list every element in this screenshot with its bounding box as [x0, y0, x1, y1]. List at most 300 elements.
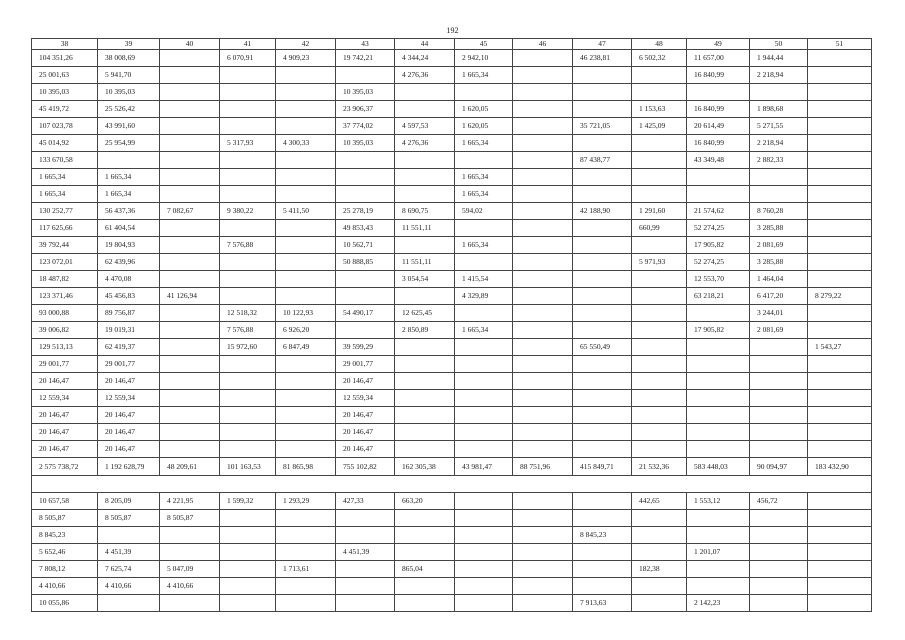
table-cell — [687, 578, 750, 595]
table-cell: 16 840,99 — [687, 67, 750, 84]
table-cell: 130 252,77 — [32, 203, 98, 220]
table-cell: 43 349,48 — [687, 152, 750, 169]
table-cell — [336, 578, 395, 595]
table-cell: 29 001,77 — [336, 356, 395, 373]
table-cell — [573, 373, 632, 390]
table-cell — [455, 339, 513, 356]
table-cell — [276, 578, 336, 595]
table-cell: 8 760,28 — [750, 203, 808, 220]
table-cell — [276, 84, 336, 101]
table-cell — [455, 441, 513, 458]
table-cell — [573, 407, 632, 424]
table-cell: 1 665,34 — [455, 67, 513, 84]
table-cell — [513, 510, 573, 527]
table-cell — [808, 493, 872, 510]
table-cell — [632, 288, 687, 305]
table-cell — [632, 390, 687, 407]
table-cell: 45 456,83 — [98, 288, 160, 305]
table-cell — [276, 101, 336, 118]
table-cell: 10 657,58 — [32, 493, 98, 510]
table-cell: 39 792,44 — [32, 237, 98, 254]
table-cell — [808, 186, 872, 203]
table-cell — [160, 373, 220, 390]
table-row — [32, 254, 872, 271]
table-cell — [276, 527, 336, 544]
table-row — [32, 50, 872, 67]
table-cell — [573, 101, 632, 118]
table-row — [32, 135, 872, 152]
table-cell: 29 001,77 — [32, 356, 98, 373]
table-cell: 4 300,33 — [276, 135, 336, 152]
table-cell: 1 415,54 — [455, 271, 513, 288]
table-cell — [395, 441, 455, 458]
table-cell: 3 285,88 — [750, 254, 808, 271]
table-cell — [808, 441, 872, 458]
table-cell — [573, 288, 632, 305]
table-row — [32, 595, 872, 612]
table-cell — [573, 390, 632, 407]
table-cell — [750, 84, 808, 101]
table-cell — [160, 101, 220, 118]
table-cell — [750, 595, 808, 612]
table-cell — [276, 407, 336, 424]
table-cell: 19 804,93 — [98, 237, 160, 254]
table-cell: 8 279,22 — [808, 288, 872, 305]
table-cell — [808, 322, 872, 339]
table-cell — [750, 390, 808, 407]
table-row — [32, 186, 872, 203]
table-cell: 1 898,68 — [750, 101, 808, 118]
table-cell: 4 451,39 — [336, 544, 395, 561]
table-cell — [336, 152, 395, 169]
table-cell: 20 146,47 — [98, 424, 160, 441]
table-cell — [513, 271, 573, 288]
table-cell — [395, 424, 455, 441]
table-cell: 20 146,47 — [336, 441, 395, 458]
table-cell — [220, 407, 276, 424]
table-cell: 8 505,87 — [160, 510, 220, 527]
column-header: 38 — [32, 39, 98, 50]
table-cell — [808, 152, 872, 169]
table-cell: 16 840,99 — [687, 135, 750, 152]
table-cell — [808, 203, 872, 220]
column-header: 47 — [573, 39, 632, 50]
table-cell — [513, 169, 573, 186]
table-cell — [160, 424, 220, 441]
table-cell: 17 905,82 — [687, 322, 750, 339]
table-cell: 183 432,90 — [808, 458, 872, 476]
table-cell: 49 853,43 — [336, 220, 395, 237]
table-cell — [687, 186, 750, 203]
table-cell: 20 146,47 — [32, 407, 98, 424]
table-cell: 35 721,05 — [573, 118, 632, 135]
table-cell — [808, 424, 872, 441]
table-cell — [220, 118, 276, 135]
table-cell: 1 192 628,79 — [98, 458, 160, 476]
table-cell — [160, 271, 220, 288]
table-cell: 3 054,54 — [395, 271, 455, 288]
table-cell: 10 562,71 — [336, 237, 395, 254]
table-cell: 20 146,47 — [336, 407, 395, 424]
table-cell — [160, 254, 220, 271]
table-cell — [455, 527, 513, 544]
table-cell: 20 146,47 — [32, 424, 98, 441]
table-cell: 25 526,42 — [98, 101, 160, 118]
table-cell — [513, 67, 573, 84]
table-cell: 594,02 — [455, 203, 513, 220]
table-cell — [395, 152, 455, 169]
table-cell — [336, 322, 395, 339]
table-cell — [513, 84, 573, 101]
table-cell — [808, 271, 872, 288]
table-cell — [220, 373, 276, 390]
table-cell: 4 451,39 — [98, 544, 160, 561]
table-cell: 10 055,86 — [32, 595, 98, 612]
table-cell: 663,20 — [395, 493, 455, 510]
table-cell — [160, 544, 220, 561]
table-cell: 19 742,21 — [336, 50, 395, 67]
table-cell: 52 274,25 — [687, 220, 750, 237]
table-cell: 54 490,17 — [336, 305, 395, 322]
table-cell: 2 850,89 — [395, 322, 455, 339]
table-cell: 456,72 — [750, 493, 808, 510]
table-cell — [513, 407, 573, 424]
table-cell — [513, 220, 573, 237]
table-cell — [632, 322, 687, 339]
table-cell — [632, 67, 687, 84]
table-row — [32, 544, 872, 561]
table-cell: 8 845,23 — [573, 527, 632, 544]
table-cell: 11 657,00 — [687, 50, 750, 67]
table-cell: 7 625,74 — [98, 561, 160, 578]
table-cell — [750, 169, 808, 186]
table-cell — [276, 424, 336, 441]
table-cell: 1 665,34 — [455, 186, 513, 203]
table-cell: 90 094,97 — [750, 458, 808, 476]
table-cell: 20 146,47 — [98, 373, 160, 390]
table-cell: 2 142,23 — [687, 595, 750, 612]
column-header: 43 — [336, 39, 395, 50]
table-cell — [160, 527, 220, 544]
table-cell: 29 001,77 — [98, 356, 160, 373]
table-cell — [573, 237, 632, 254]
table-cell — [513, 441, 573, 458]
table-cell — [632, 271, 687, 288]
table-cell — [395, 356, 455, 373]
table-cell — [395, 544, 455, 561]
table-cell — [808, 510, 872, 527]
table-cell — [513, 135, 573, 152]
table-row — [32, 390, 872, 407]
table-cell: 7 576,88 — [220, 237, 276, 254]
table-cell — [573, 305, 632, 322]
table-cell — [687, 84, 750, 101]
table-cell — [395, 169, 455, 186]
table-cell — [750, 339, 808, 356]
table-cell — [160, 356, 220, 373]
table-cell — [513, 50, 573, 67]
table-cell — [220, 288, 276, 305]
table-cell: 20 146,47 — [32, 373, 98, 390]
separator-row — [32, 476, 872, 493]
table-cell: 1 665,34 — [98, 186, 160, 203]
table-row — [32, 169, 872, 186]
table-cell: 1 713,61 — [276, 561, 336, 578]
table-cell — [687, 305, 750, 322]
table-cell — [276, 356, 336, 373]
table-cell: 46 238,81 — [573, 50, 632, 67]
table-cell — [160, 152, 220, 169]
table-cell — [160, 135, 220, 152]
table-cell: 10 122,93 — [276, 305, 336, 322]
table-cell: 45 419,72 — [32, 101, 98, 118]
table-cell: 660,99 — [632, 220, 687, 237]
table-cell: 1 665,34 — [455, 237, 513, 254]
table-cell: 1 293,29 — [276, 493, 336, 510]
table-cell: 2 081,69 — [750, 322, 808, 339]
column-header: 50 — [750, 39, 808, 50]
table-cell — [632, 424, 687, 441]
table-cell: 7 808,12 — [32, 561, 98, 578]
table-cell — [632, 373, 687, 390]
table-cell — [160, 339, 220, 356]
table-cell — [276, 271, 336, 288]
table-cell — [220, 152, 276, 169]
table-cell: 10 395,03 — [32, 84, 98, 101]
table-cell — [750, 373, 808, 390]
table-cell: 20 146,47 — [336, 373, 395, 390]
table-cell — [455, 493, 513, 510]
table-cell: 18 487,82 — [32, 271, 98, 288]
table-cell: 4 597,53 — [395, 118, 455, 135]
table-cell: 20 146,47 — [32, 441, 98, 458]
table-cell — [808, 356, 872, 373]
table-cell — [276, 254, 336, 271]
table-cell — [632, 186, 687, 203]
table-cell — [220, 220, 276, 237]
table-cell — [276, 67, 336, 84]
table-cell — [395, 101, 455, 118]
table-cell — [573, 322, 632, 339]
table-cell — [395, 390, 455, 407]
table-cell: 1 665,34 — [455, 322, 513, 339]
table-cell — [573, 493, 632, 510]
table-row — [32, 561, 872, 578]
table-row — [32, 356, 872, 373]
table-cell: 8 505,87 — [32, 510, 98, 527]
table-cell — [455, 424, 513, 441]
table-cell: 1 291,60 — [632, 203, 687, 220]
table-cell: 20 146,47 — [98, 441, 160, 458]
table-cell — [513, 424, 573, 441]
table-row — [32, 237, 872, 254]
table-cell — [632, 441, 687, 458]
table-cell — [455, 510, 513, 527]
table-cell: 4 329,89 — [455, 288, 513, 305]
table-cell — [808, 237, 872, 254]
table-row — [32, 527, 872, 544]
table-cell — [513, 237, 573, 254]
table-cell — [455, 305, 513, 322]
table-cell — [336, 169, 395, 186]
table-cell — [808, 220, 872, 237]
table-cell — [808, 50, 872, 67]
table-cell: 25 954,99 — [98, 135, 160, 152]
table-cell — [632, 237, 687, 254]
table-cell — [455, 152, 513, 169]
table-cell — [160, 322, 220, 339]
column-header: 41 — [220, 39, 276, 50]
table-cell — [276, 237, 336, 254]
table-cell — [808, 135, 872, 152]
table-cell: 12 625,45 — [395, 305, 455, 322]
table-cell — [808, 407, 872, 424]
table-cell — [808, 527, 872, 544]
table-cell — [336, 186, 395, 203]
table-cell — [687, 527, 750, 544]
table-cell: 16 840,99 — [687, 101, 750, 118]
table-cell: 6 070,91 — [220, 50, 276, 67]
table-row — [32, 84, 872, 101]
table-row — [32, 493, 872, 510]
table-cell: 865,04 — [395, 561, 455, 578]
table-cell — [276, 595, 336, 612]
table-cell: 1 665,34 — [32, 169, 98, 186]
table-cell: 37 774,02 — [336, 118, 395, 135]
table-cell: 1 553,12 — [687, 493, 750, 510]
table-cell — [220, 254, 276, 271]
table-cell: 17 905,82 — [687, 237, 750, 254]
table-cell: 48 209,61 — [160, 458, 220, 476]
table-cell — [573, 441, 632, 458]
table-cell: 427,33 — [336, 493, 395, 510]
table-cell: 21 574,62 — [687, 203, 750, 220]
table-cell: 93 000,88 — [32, 305, 98, 322]
table-cell — [573, 186, 632, 203]
table-cell: 7 082,67 — [160, 203, 220, 220]
table-cell: 1 620,05 — [455, 118, 513, 135]
table-cell — [395, 527, 455, 544]
table-cell — [220, 595, 276, 612]
table-cell — [160, 305, 220, 322]
table-cell — [573, 84, 632, 101]
table-cell — [336, 561, 395, 578]
table-cell — [455, 595, 513, 612]
table-cell — [336, 510, 395, 527]
table-cell: 12 559,34 — [336, 390, 395, 407]
table-cell: 65 550,49 — [573, 339, 632, 356]
total-row — [32, 458, 872, 476]
table-cell — [513, 254, 573, 271]
table-cell — [632, 339, 687, 356]
table-cell: 56 437,36 — [98, 203, 160, 220]
table-row — [32, 322, 872, 339]
table-cell: 43 991,60 — [98, 118, 160, 135]
table-cell: 5 317,93 — [220, 135, 276, 152]
table-cell — [455, 407, 513, 424]
table-cell: 52 274,25 — [687, 254, 750, 271]
table-cell — [160, 237, 220, 254]
table-cell: 1 665,34 — [455, 169, 513, 186]
table-cell: 6 417,20 — [750, 288, 808, 305]
table-cell: 1 665,34 — [455, 135, 513, 152]
table-cell: 81 865,98 — [276, 458, 336, 476]
table-cell — [160, 390, 220, 407]
table-cell — [687, 390, 750, 407]
table-cell: 129 513,13 — [32, 339, 98, 356]
table-cell: 415 849,71 — [573, 458, 632, 476]
table-cell — [750, 441, 808, 458]
table-row — [32, 67, 872, 84]
table-cell: 8 505,87 — [98, 510, 160, 527]
table-cell — [160, 186, 220, 203]
table-cell: 39 599,29 — [336, 339, 395, 356]
table-cell — [632, 510, 687, 527]
column-header: 51 — [808, 39, 872, 50]
table-cell: 1 153,63 — [632, 101, 687, 118]
table-cell — [220, 84, 276, 101]
table-cell — [750, 527, 808, 544]
table-cell: 11 551,11 — [395, 220, 455, 237]
table-cell — [395, 407, 455, 424]
table-cell: 12 559,34 — [32, 390, 98, 407]
table-cell — [513, 373, 573, 390]
table-cell — [808, 118, 872, 135]
table-cell: 442,65 — [632, 493, 687, 510]
table-cell — [687, 339, 750, 356]
table-cell: 583 448,03 — [687, 458, 750, 476]
table-cell — [455, 220, 513, 237]
table-cell: 2 218,94 — [750, 135, 808, 152]
table-cell — [513, 493, 573, 510]
table-cell — [160, 220, 220, 237]
table-cell — [220, 561, 276, 578]
table-cell — [687, 356, 750, 373]
table-cell — [808, 578, 872, 595]
table-cell — [513, 339, 573, 356]
table-cell: 107 023,78 — [32, 118, 98, 135]
table-cell — [395, 578, 455, 595]
table-cell — [336, 527, 395, 544]
table-cell — [513, 578, 573, 595]
table-cell — [513, 561, 573, 578]
table-cell — [220, 186, 276, 203]
table-cell — [573, 424, 632, 441]
table-cell: 4 909,23 — [276, 50, 336, 67]
table-cell — [632, 135, 687, 152]
table-cell — [395, 510, 455, 527]
table-cell — [687, 373, 750, 390]
table-cell — [750, 510, 808, 527]
table-cell — [632, 356, 687, 373]
table-cell — [395, 373, 455, 390]
table-cell — [573, 254, 632, 271]
table-cell: 4 344,24 — [395, 50, 455, 67]
table-cell — [160, 84, 220, 101]
table-cell: 1 944,44 — [750, 50, 808, 67]
table-cell — [808, 254, 872, 271]
table-cell: 2 942,10 — [455, 50, 513, 67]
table-cell: 20 614,49 — [687, 118, 750, 135]
table-cell: 5 971,93 — [632, 254, 687, 271]
table-cell — [750, 407, 808, 424]
table-cell — [455, 84, 513, 101]
table-cell: 104 351,26 — [32, 50, 98, 67]
table-cell — [513, 101, 573, 118]
table-cell — [220, 271, 276, 288]
table-cell — [276, 220, 336, 237]
table-cell — [276, 390, 336, 407]
